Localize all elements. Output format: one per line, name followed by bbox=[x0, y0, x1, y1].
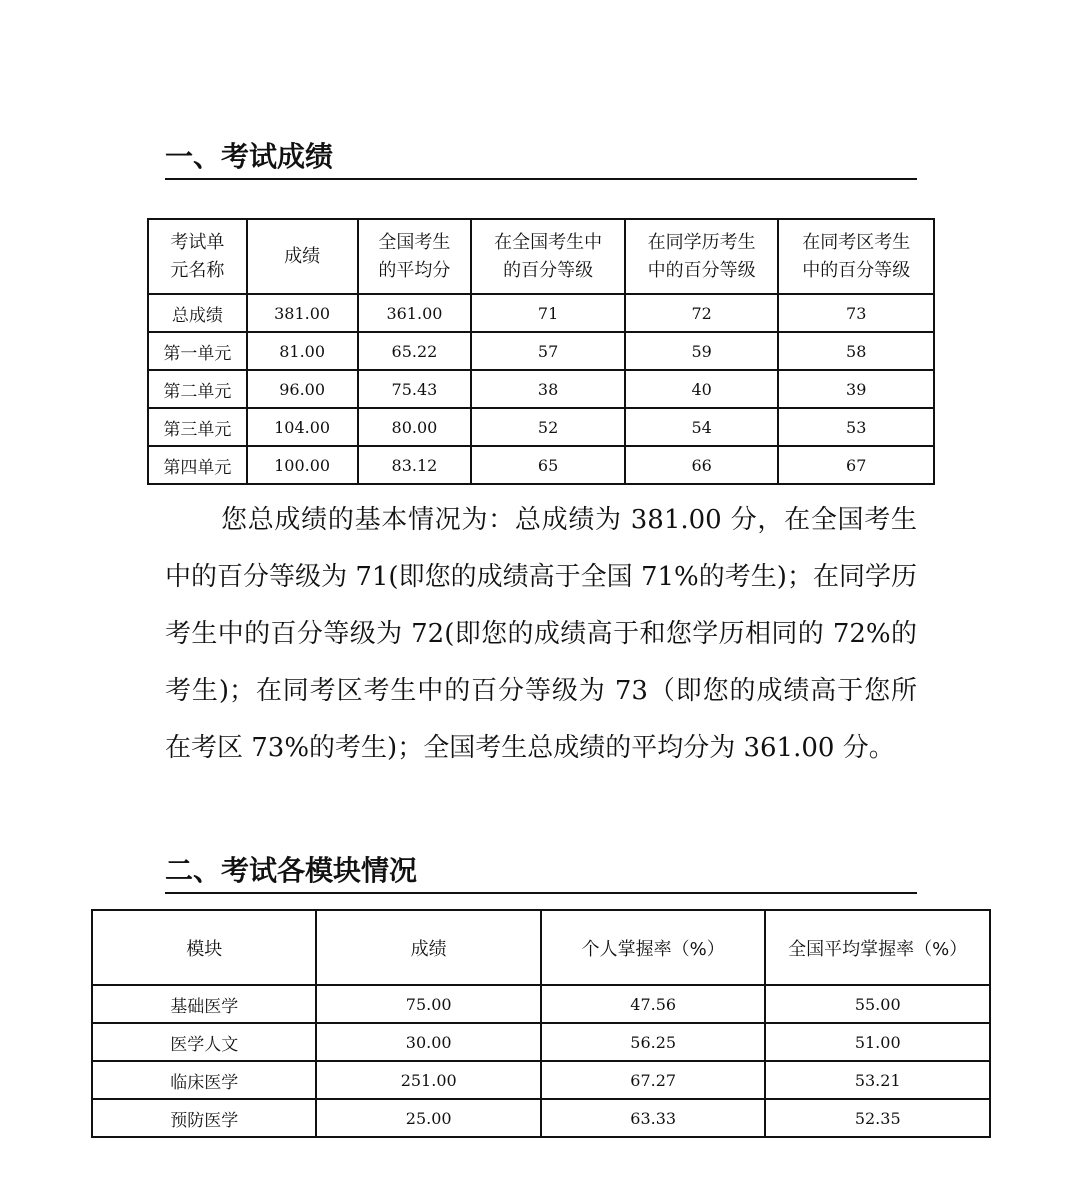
header-cell: 在同学历考生 中的百分等级 bbox=[625, 219, 779, 294]
table-cell: 38 bbox=[471, 370, 625, 408]
table-cell: 预防医学 bbox=[92, 1099, 316, 1137]
table-cell: 47.56 bbox=[541, 985, 766, 1023]
table-cell: 52.35 bbox=[765, 1099, 990, 1137]
table-cell: 66 bbox=[625, 446, 779, 484]
table-cell: 104.00 bbox=[247, 408, 358, 446]
table-cell: 67.27 bbox=[541, 1061, 766, 1099]
table-cell: 30.00 bbox=[316, 1023, 541, 1061]
table-cell: 71 bbox=[471, 294, 625, 332]
table-row bbox=[148, 446, 934, 484]
table-cell: 55.00 bbox=[765, 985, 990, 1023]
header-cell: 在同考区考生 中的百分等级 bbox=[778, 219, 934, 294]
table-cell: 54 bbox=[625, 408, 779, 446]
module-table bbox=[91, 909, 991, 1138]
table-cell: 40 bbox=[625, 370, 779, 408]
table-cell: 73 bbox=[778, 294, 934, 332]
table-cell: 医学人文 bbox=[92, 1023, 316, 1061]
table-cell: 第四单元 bbox=[148, 446, 247, 484]
table-cell: 56.25 bbox=[541, 1023, 766, 1061]
table-cell: 381.00 bbox=[247, 294, 358, 332]
table-cell: 80.00 bbox=[358, 408, 472, 446]
score-summary-paragraph: 您总成绩的基本情况为：总成绩为 381.00 分，在全国考生中的百分等级为 71(即您的成绩高于全国 71%的考生)；在同学历考生中的百分等级为 72(即您的成绩高于和您学历相同的 72%的考生)；在同考区考生中的百分等级为 73（即您的成绩高于您所在考区 73%的考生)；全国考生总成绩的平均分为 361.00 分。 bbox=[165, 505, 917, 763]
table-cell: 83.12 bbox=[358, 446, 472, 484]
section2-title: 二、考试各模块情况 bbox=[165, 852, 917, 894]
header-cell: 考试单 元名称 bbox=[148, 219, 247, 294]
table-row bbox=[148, 408, 934, 446]
table-cell: 361.00 bbox=[358, 294, 472, 332]
table-cell: 72 bbox=[625, 294, 779, 332]
table-cell: 96.00 bbox=[247, 370, 358, 408]
table-row bbox=[92, 1099, 990, 1137]
header-cell: 成绩 bbox=[316, 910, 541, 985]
table-cell: 53.21 bbox=[765, 1061, 990, 1099]
table-row bbox=[148, 332, 934, 370]
header-cell: 全国平均掌握率（%） bbox=[765, 910, 990, 985]
table-row bbox=[148, 370, 934, 408]
table-header-row bbox=[148, 219, 934, 294]
table-cell: 67 bbox=[778, 446, 934, 484]
table-cell: 25.00 bbox=[316, 1099, 541, 1137]
table-cell: 基础医学 bbox=[92, 985, 316, 1023]
table-cell: 100.00 bbox=[247, 446, 358, 484]
table-row bbox=[92, 1023, 990, 1061]
header-cell: 成绩 bbox=[247, 219, 358, 294]
exam-score-table bbox=[147, 218, 935, 485]
table-cell: 58 bbox=[778, 332, 934, 370]
table-cell: 81.00 bbox=[247, 332, 358, 370]
table-cell: 53 bbox=[778, 408, 934, 446]
table-cell: 63.33 bbox=[541, 1099, 766, 1137]
table-cell: 57 bbox=[471, 332, 625, 370]
header-cell: 模块 bbox=[92, 910, 316, 985]
table-cell: 75.43 bbox=[358, 370, 472, 408]
section1-title: 一、考试成绩 bbox=[165, 138, 917, 180]
table-cell: 59 bbox=[625, 332, 779, 370]
table-cell: 251.00 bbox=[316, 1061, 541, 1099]
table-cell: 总成绩 bbox=[148, 294, 247, 332]
table-header-row bbox=[92, 910, 990, 985]
table-cell: 65 bbox=[471, 446, 625, 484]
table-cell: 第一单元 bbox=[148, 332, 247, 370]
table-cell: 52 bbox=[471, 408, 625, 446]
table-cell: 65.22 bbox=[358, 332, 472, 370]
table-cell: 75.00 bbox=[316, 985, 541, 1023]
table-cell: 51.00 bbox=[765, 1023, 990, 1061]
table-cell: 第三单元 bbox=[148, 408, 247, 446]
table-row bbox=[92, 1061, 990, 1099]
table-cell: 39 bbox=[778, 370, 934, 408]
header-cell: 个人掌握率（%） bbox=[541, 910, 766, 985]
header-cell: 在全国考生中 的百分等级 bbox=[471, 219, 625, 294]
table-cell: 第二单元 bbox=[148, 370, 247, 408]
table-cell: 临床医学 bbox=[92, 1061, 316, 1099]
table-row bbox=[92, 985, 990, 1023]
header-cell: 全国考生 的平均分 bbox=[358, 219, 472, 294]
table-row bbox=[148, 294, 934, 332]
